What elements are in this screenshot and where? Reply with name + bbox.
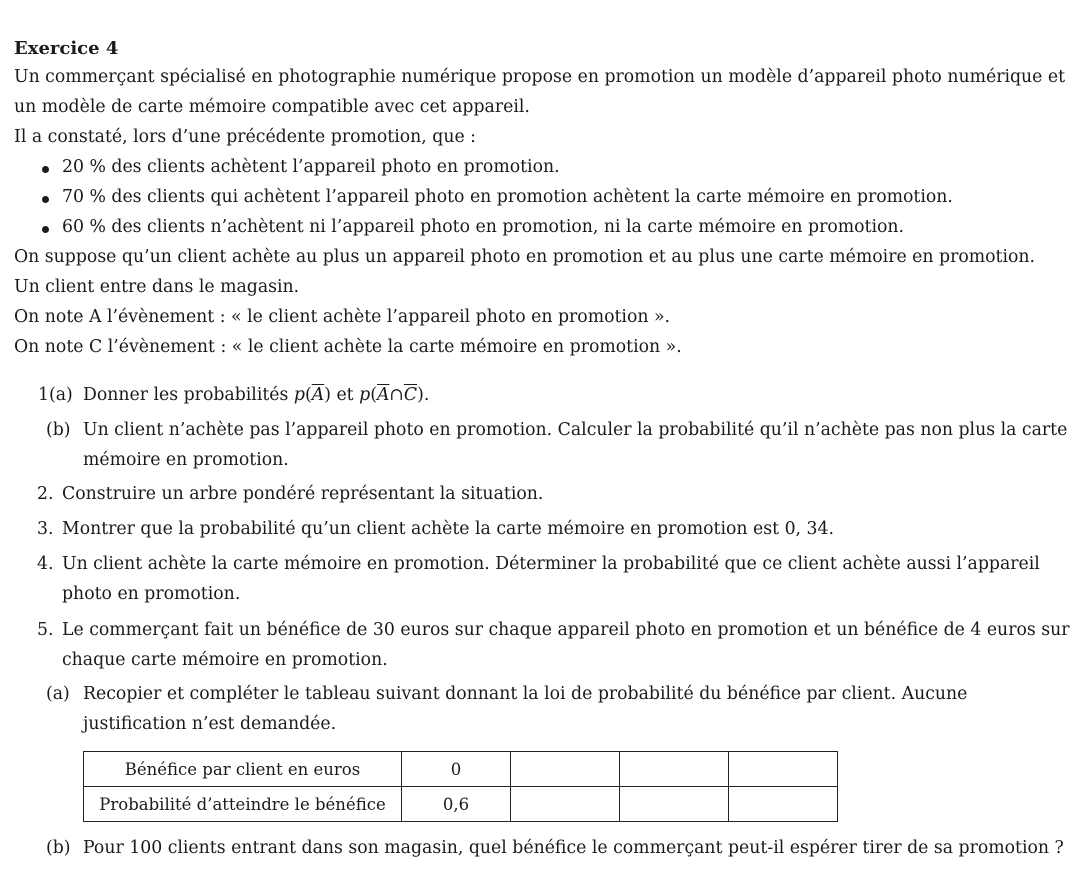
table-empty-cell [729, 752, 838, 787]
q5-number: 5. [37, 620, 54, 640]
q3-number: 3. [37, 519, 54, 539]
intro-line-3: Il a constaté, lors d’une précédente promotion, que : [14, 127, 477, 147]
q5b-number: (b) [46, 838, 71, 858]
q2-number: 2. [37, 484, 54, 504]
q1a-end: . [423, 385, 430, 405]
complement-c: $\overline{C}$ [403, 385, 418, 405]
table-header-probability: Probabilité d’atteindre le bénéfice [84, 787, 402, 822]
context-line-4: On note C l’évènement : « le client achète la carte mémoire en promotion ». [14, 337, 682, 357]
q5b-text: Pour 100 clients entrant dans son magasin, quel bénéfice le commerçant peut-il espérer tirer de sa promotion ? [83, 838, 1064, 858]
table-cell: 0 [402, 752, 511, 787]
table-empty-cell [620, 787, 729, 822]
q1b-line-1: Un client n’achète pas l’appareil photo en promotion. Calculer la probabilité qu’il n’achète pas non plus la carte [83, 420, 1068, 440]
q1b-number: (b) [46, 420, 71, 440]
bullet-item-1: 20 % des clients achètent l’appareil photo en promotion. [62, 157, 560, 177]
table-row [84, 752, 838, 787]
q5a-number: (a) [46, 684, 70, 704]
q2-text: Construire un arbre pondéré représentant la situation. [62, 484, 544, 504]
q1a-number: 1(a) [38, 385, 73, 405]
table-row [84, 787, 838, 822]
intro-line-1: Un commerçant spécialisé en photographie numérique propose en promotion un modèle d’appareil photo numérique et [14, 67, 1066, 87]
table-empty-cell [729, 787, 838, 822]
probability-table [83, 751, 838, 822]
q3-text: Montrer que la probabilité qu’un client achète la carte mémoire en promotion est 0, 34. [62, 519, 835, 539]
table-empty-cell [511, 752, 620, 787]
q4-line-1: Un client achète la carte mémoire en promotion. Déterminer la probabilité que ce client achète aussi l’appareil [62, 554, 1040, 574]
table-header-benefit: Bénéfice par client en euros [84, 752, 402, 787]
bullet-icon [42, 226, 49, 233]
complement-a: $\overline{A}$ [376, 385, 390, 405]
q1a-text: Donner les probabilités $p(\overline{A})$ et $p(\overline{A}\cap\overline{C})$. [83, 385, 430, 405]
q1b-line-2: mémoire en promotion. [83, 450, 289, 470]
q5-line-1: Le commerçant fait un bénéfice de 30 euros sur chaque appareil photo en promotion et un bénéfice de 4 euros sur [62, 620, 1070, 640]
intersection-symbol: ∩ [389, 385, 404, 405]
bullet-item-3: 60 % des clients n’achètent ni l’appareil photo en promotion, ni la carte mémoire en promotion. [62, 217, 905, 237]
complement-a: $\overline{A}$ [311, 385, 325, 405]
table-empty-cell [511, 787, 620, 822]
q5a-line-2: justification n’est demandée. [83, 714, 337, 734]
intro-line-2: un modèle de carte mémoire compatible avec cet appareil. [14, 97, 530, 117]
q5a-line-1: Recopier et compléter le tableau suivant donnant la loi de probabilité du bénéfice par client. Aucune [83, 684, 968, 704]
exercise-title: Exercice 4 [14, 38, 119, 59]
q4-line-2: photo en promotion. [62, 584, 241, 604]
context-line-1: On suppose qu’un client achète au plus un appareil photo en promotion et au plus une carte mémoire en promotion. [14, 247, 1036, 267]
context-line-2: Un client entre dans le magasin. [14, 277, 300, 297]
table-empty-cell [620, 752, 729, 787]
q4-number: 4. [37, 554, 54, 574]
bullet-item-2: 70 % des clients qui achètent l’appareil photo en promotion achètent la carte mémoire en promotion. [62, 187, 953, 207]
prob-symbol: p [293, 385, 305, 405]
context-line-3: On note A l’évènement : « le client achète l’appareil photo en promotion ». [14, 307, 671, 327]
bullet-icon [42, 196, 49, 203]
q5-line-2: chaque carte mémoire en promotion. [62, 650, 388, 670]
prob-symbol: p [359, 385, 371, 405]
bullet-icon [42, 166, 49, 173]
q1a-prefix: Donner les probabilités [83, 385, 289, 405]
table-cell: 0,6 [402, 787, 511, 822]
conjunction-et: et [336, 385, 354, 405]
